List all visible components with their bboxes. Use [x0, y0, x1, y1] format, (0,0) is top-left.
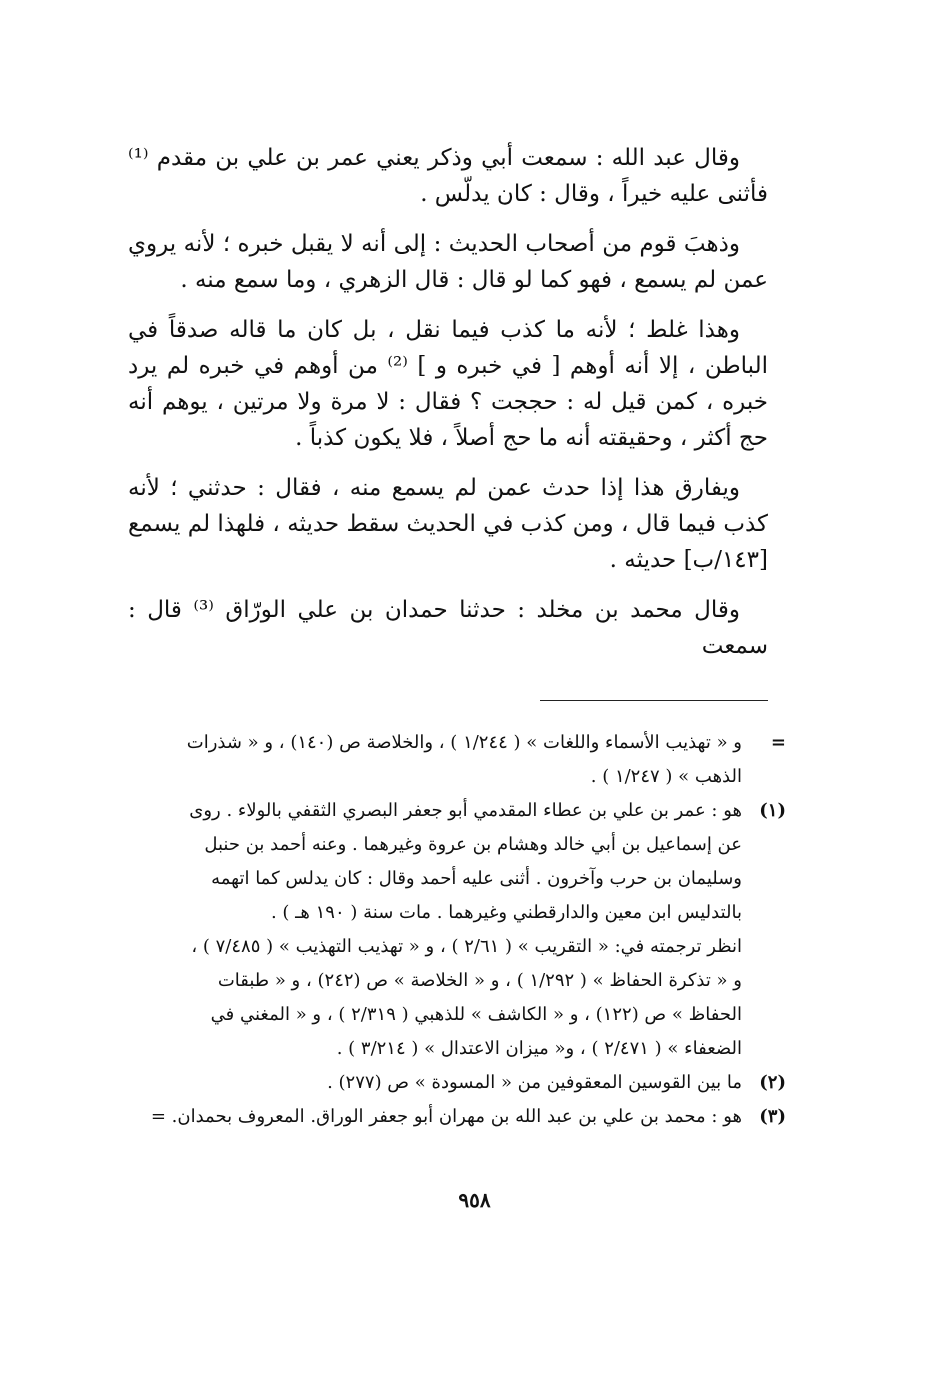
- footnote-line: انظر ترجمته في: « التقريب » ( ٢/٦١ ) ، و « تهذيب التهذيب » ( ٧/٤٨٥ ) ،: [191, 936, 742, 957]
- footnote-line: هو : عمر بن علي بن عطاء المقدمي أبو جعفر البصري الثقفي بالولاء . روى: [189, 800, 742, 821]
- footnote-marker: (٢): [759, 1072, 786, 1093]
- footnote-2: [128, 1066, 786, 1100]
- footnote-separator: [540, 700, 768, 701]
- footnote-3: [128, 1100, 786, 1134]
- footnote-marker: (٣): [759, 1106, 786, 1127]
- footnote-line: عن إسماعيل بن أبي خالد وهشام بن عروة وغيرهما . وعنه أحمد بن حنبل: [204, 834, 742, 855]
- footnote-marker: (١): [759, 800, 786, 821]
- footnotes: [128, 726, 786, 1134]
- paragraph: ويفارق هذا إذا حدث عمن لم يسمع منه ، فقال : حدثني ؛ لأنه كذب فيما قال ، ومن كذب في الحديث سقط حديثه ، فلهذا لم يسمع [١٤٣/ب] حديثه .: [128, 475, 768, 573]
- footnote-1: [128, 794, 786, 1066]
- paragraph: وهذا غلط ؛ لأنه ما كذب فيما نقل ، بل كان ما قاله صدقاً في الباطن ، إلا أنه أوهم [ في خبره و ] ⁽²⁾ من أوهم في خبره لم يرد خبره ، كمن قيل له : حججت ؟ فقال : لا مرة ولا مرتين ، يوهم أنه حج أكثر ، وحقيقته أنه ما حج أصلاً ، فلا يكون كذباً .: [128, 317, 768, 451]
- main-text: [128, 140, 768, 678]
- footnote-line: الحفاظ » ص (١٢٢) ، و « الكاشف » للذهبي ( ٢/٣١٩ ) ، و « المغني في: [210, 1004, 742, 1025]
- footnote-line: ما بين القوسين المعقوفين من « المسودة » ص (٢٧٧) .: [327, 1072, 742, 1093]
- footnote-line: بالتدليس ابن معين والدارقطني وغيرهما . مات سنة ( ١٩٠ هـ ) .: [270, 902, 742, 923]
- footnote-line: الضعفاء » ( ٢/٤٧١ ) ، و« ميزان الاعتدال » ( ٣/٢١٤ ) .: [336, 1038, 742, 1059]
- footnote-line: و « تهذيب الأسماء واللغات » ( ١/٢٤٤ ) ، والخلاصة ص (١٤٠) ، و « شذرات: [186, 732, 742, 753]
- paragraph: وقال عبد الله : سمعت أبي وذكر يعني عمر بن علي بن مقدم ⁽¹⁾ فأثنى عليه خيراً ، وقال : كان يدلّس .: [128, 145, 768, 207]
- paragraph: وقال محمد بن مخلد : حدثنا حمدان بن علي الورّاق ⁽³⁾ قال : سمعت: [128, 597, 768, 659]
- footnote-marker: =: [770, 732, 786, 753]
- footnote-line: و « تذكرة الحفاظ » ( ١/٢٩٢ ) ، و « الخلاصة » ص (٢٤٢) ، و « طبقات: [217, 970, 742, 991]
- paragraph: وذهبَ قوم من أصحاب الحديث : إلى أنه لا يقبل خبره ؛ لأنه يروي عمن لم يسمع ، فهو كما لو قال : قال الزهري ، وما سمع منه .: [128, 231, 768, 293]
- footnote-line: وسليمان بن حرب وآخرون . أثنى عليه أحمد وقال : كان يدلس كما اتهمه: [211, 868, 742, 889]
- footnote-line: هو : محمد بن علي بن عبد الله بن مهران أبو جعفر الوراق. المعروف بحمدان. =: [150, 1106, 742, 1127]
- page-number: ٩٥٨: [458, 1188, 491, 1212]
- footnote-continuation: [128, 726, 786, 794]
- footnote-line: الذهب » ( ١/٢٤٧ ) .: [590, 766, 742, 787]
